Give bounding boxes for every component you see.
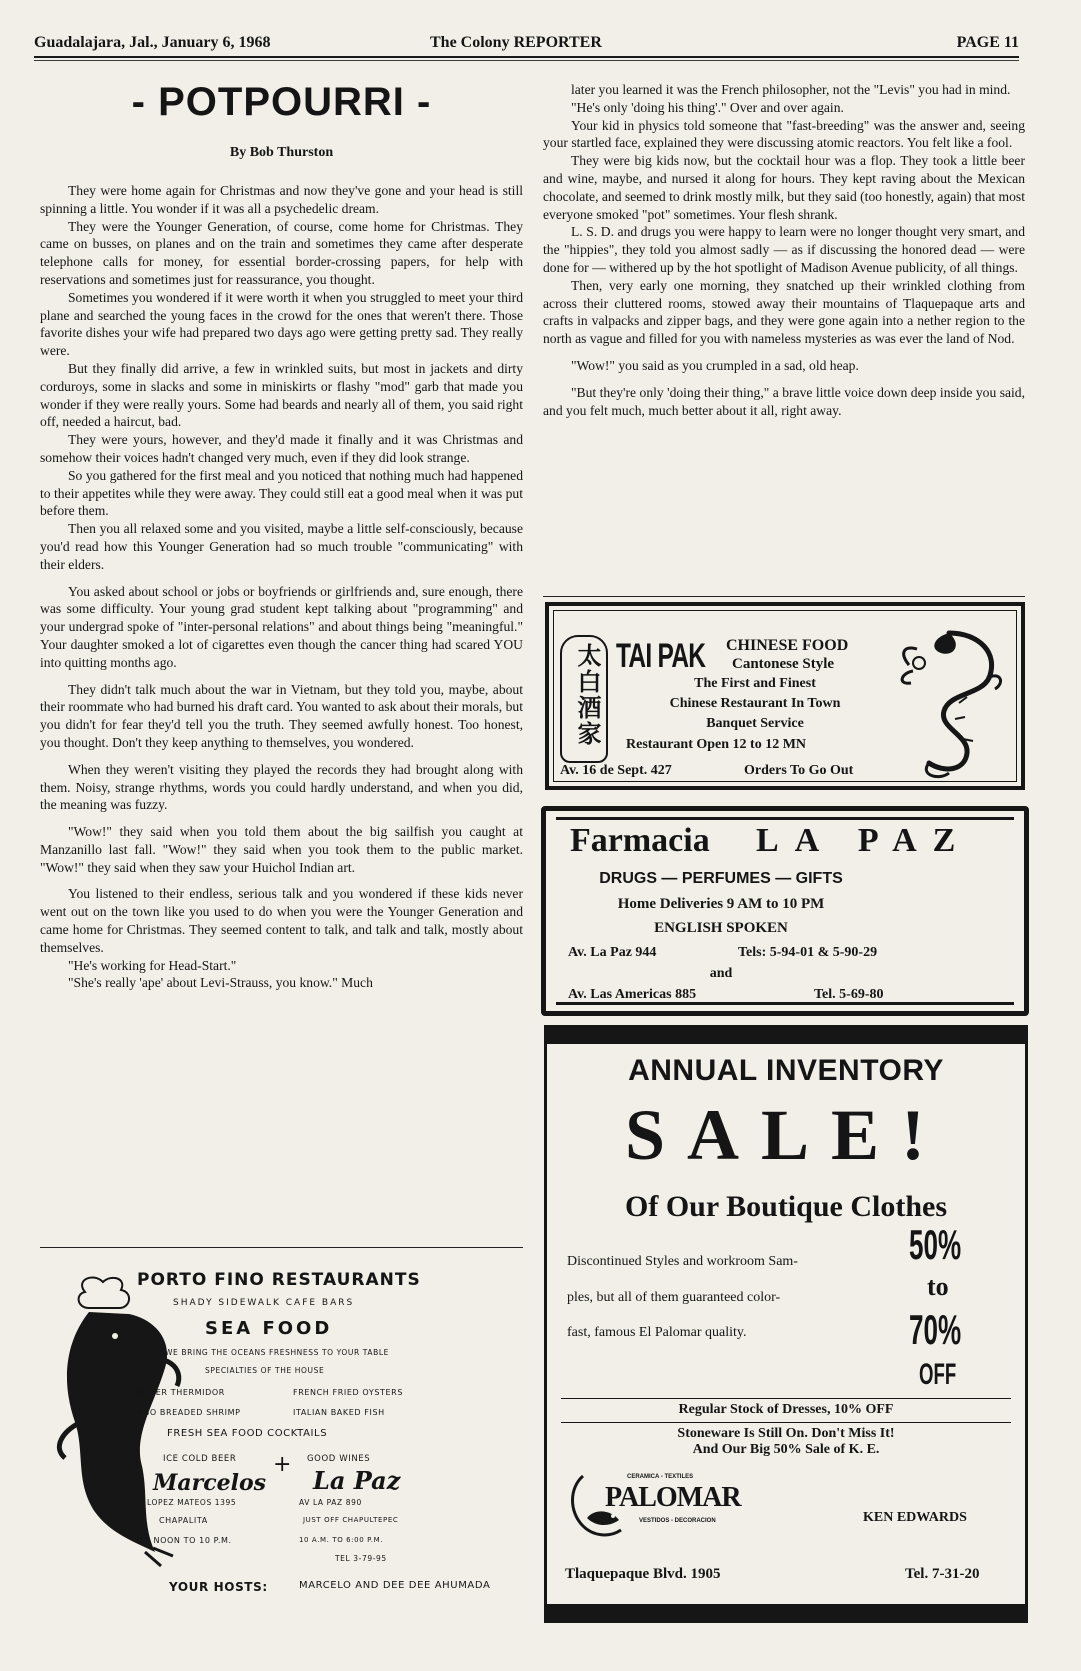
article-paragraph: L. S. D. and drugs you were happy to learn were no longer thought very smart, and the "hippies", they told you almost sadly — as if discussing the honored dead — were done for — withered up by the hot spotlight of Madison Avenue publicity, of all things.	[543, 224, 1025, 275]
sale-desc-3: fast, famous El Palomar quality.	[567, 1325, 747, 1340]
masthead-rule	[34, 56, 1019, 58]
article-paragraph: They didn't talk much about the war in Vietnam, but they told you, maybe, about their roommate who had burned his draft card. You wanted to ask about their morals, but you didn't for fear they'd tell you the truth. They seemed awfully honest. Too honest, you thought. Don't they keep anything to themselves, you wondered.	[40, 681, 523, 750]
tai-pak-line2: Chinese Restaurant In Town	[669, 696, 841, 711]
sale-word: SALE!	[624, 1095, 948, 1175]
article-paragraph: "But they're only 'doing their thing," a brave little voice down deep inside you said, and you felt much, much better about it all, right away.	[543, 384, 1025, 418]
porto-loc1-hours: 12 NOON TO 10 P.M.	[139, 1536, 232, 1545]
tai-pak-line1: The First and Finest	[694, 676, 816, 691]
article-paragraph: You asked about school or jobs or boyfriends or girlfriends and, sure enough, there was some difficulty. Your young grad student kept talking about "programming" and your undergrad spoke of "inter-personal relations" and about things being "meaningful." Your daughter smoked a lot of cigarettes even though the cancer thing had scared YOU into quitting months ago.	[40, 583, 523, 670]
porto-loc1-city: CHAPALITA	[159, 1516, 208, 1525]
porto-slogan-2: SPECIALTIES OF THE HOUSE	[205, 1366, 325, 1375]
article-paragraph: But they finally did arrive, a few in wrinkled suits, but most in jackets and dirty corduroys, some in slacks and some in miniskirts or flashy "mod" garb that made you wonder if they were really yours. Some had beards and nearly all of them, you said right off, needed a haircut, bad.	[40, 360, 523, 430]
article-paragraph: "Wow!" they said when you told them about the big sailfish you caught at Manzanillo last fall. "Wow!" they said when you took them to the public market. "Wow!" they said when they saw your Huichol Indian art.	[40, 824, 523, 875]
article-paragraph: You listened to their endless, serious talk and you wondered if these kids never went out on the town like you used to do when you were the Younger Generation and came home for Christmas. They seemed content to talk, and talk and talk, mostly about themselves.	[40, 886, 523, 955]
article-paragraph: "He's only 'doing his thing'." Over and over again.	[571, 99, 844, 115]
waiter-lobster-illustration	[45, 1272, 195, 1572]
palomar-logo	[565, 1468, 765, 1548]
porto-loc1-addr: LOPEZ MATEOS 1395	[147, 1498, 237, 1507]
article-paragraph: They were big kids now, but the cocktail hour was a flop. They took a little beer and wine, maybe, and nursed it along for hours. They kept raving about the Mexican chocolate, and seemed to drink mostly milk, but they said (too honestly, again) that most everyone smoked "pot" sometimes. Your flesh shrank.	[543, 153, 1025, 222]
farmacia-name-right: LA PAZ	[756, 822, 972, 859]
sale-stoneware-2: And Our Big 50% Sale of K. E.	[692, 1442, 880, 1457]
porto-item-3: JUMBO BREADED SHRIMP	[127, 1408, 241, 1417]
sale-divider-2	[561, 1422, 1011, 1423]
article-paragraph: Sometimes you wondered if it were worth it when you struggled to meet your third plane and searched the young faces in the crowd for the ones that weren't there. Those favorite dishes your wife had prepared two days ago were getting pretty sad. They really were.	[40, 289, 523, 359]
masthead-rule-thin	[34, 60, 1019, 61]
palomar-logo-word: PALOMAR	[605, 1482, 741, 1513]
porto-loc2-tel: TEL 3-79-95	[335, 1554, 387, 1563]
tai-pak-seal	[560, 635, 608, 763]
farmacia-english: ENGLISH SPOKEN	[654, 920, 788, 936]
palomar-logo-bottom: VESTIDOS - DECORACION	[639, 1518, 716, 1524]
tai-pak-ad	[545, 602, 1025, 790]
porto-loc2-city: JUST OFF CHAPULTEPEC	[303, 1516, 399, 1524]
masthead-page: PAGE 11	[956, 34, 1019, 51]
tai-pak-orders: Orders To Go Out	[744, 763, 854, 778]
article-right-column	[543, 81, 1025, 419]
article-paragraph: Then you all relaxed some and you visited, maybe a little self-consciously, because you'd read how this Younger Generation had so much trouble "communicating" with their elders.	[40, 521, 523, 572]
farmacia-and: and	[709, 966, 733, 981]
farmacia-tel2: Tel. 5-69-80	[814, 987, 884, 1002]
sale-regular-stock: Regular Stock of Dresses, 10% OFF	[678, 1402, 894, 1417]
dragon-illustration	[889, 623, 1009, 783]
farmacia-ad-frame	[556, 817, 1014, 1005]
article-title: - POTPOURRI -	[131, 80, 432, 124]
left-column-end-rule	[40, 1247, 523, 1248]
sale-headline: ANNUAL INVENTORY	[628, 1054, 944, 1087]
porto-seafood: SEA FOOD	[205, 1318, 333, 1339]
article-paragraph: When they weren't visiting they played the records they had brought along with them. Noisy, strange rhythms, words you could hardly understand, and when you did, the meaning was fuzzy.	[40, 761, 523, 813]
porto-fino-ad	[45, 1262, 530, 1632]
palomar-logo-top: CERAMICA - TEXTILES	[627, 1474, 694, 1480]
porto-item-2: FRENCH FRIED OYSTERS	[293, 1388, 404, 1397]
farmacia-addr2: Av. Las Americas 885	[568, 987, 697, 1002]
porto-slogan-1: WE BRING THE OCEANS FRESHNESS TO YOUR TABLE	[165, 1348, 389, 1357]
sale-stoneware-1: Stoneware Is Still On. Don't Miss It!	[677, 1426, 895, 1441]
article-paragraph: They were the Younger Generation, of course, come home for Christmas. They came on busses, on planes and on the train and sometimes they came after desperate telephone calls for money, for essential border-crossing papers, for help with reservations and sometimes just for reassurance, you thought.	[40, 218, 523, 287]
masthead-paper-name: The Colony REPORTER	[430, 34, 602, 51]
article-left-column	[40, 182, 523, 992]
sale-owner: KEN EDWARDS	[863, 1510, 967, 1525]
porto-item-7: GOOD WINES	[307, 1454, 371, 1464]
sale-ad-top-bar	[547, 1028, 1025, 1044]
masthead	[34, 30, 1019, 64]
tai-pak-name: TAI PAK	[616, 637, 706, 675]
sale-tel: Tel. 7-31-20	[905, 1566, 980, 1582]
sale-pct-from: 50%	[909, 1221, 962, 1268]
farmacia-addr1: Av. La Paz 944	[568, 945, 657, 960]
sale-to: to	[927, 1272, 949, 1301]
porto-loc2-addr: AV LA PAZ 890	[299, 1498, 362, 1507]
article-paragraph: They were yours, however, and they'd made it finally and it was Christmas and somehow their voices hadn't changed very much, even if they did look strange.	[40, 432, 523, 465]
porto-item-5: FRESH SEA FOOD COCKTAILS	[167, 1428, 328, 1439]
porto-loc2-name: La Paz	[313, 1466, 401, 1495]
article-paragraph: "He's working for Head-Start."	[68, 957, 237, 973]
farmacia-name-left: Farmacia	[570, 822, 710, 859]
article-paragraph: So you gathered for the first meal and you noticed that nothing much had happened to their appetites while they were away. They could still eat a good meal when it was put before them.	[40, 467, 523, 519]
farmacia-deliveries: Home Deliveries 9 AM to 10 PM	[617, 896, 825, 912]
article-paragraph: They were home again for Christmas and now they've gone and your head is still spinning a little. You wonder if it was all a psychedelic dream.	[40, 183, 523, 216]
sale-pct-to: 70%	[909, 1306, 962, 1353]
porto-loc2-hours: 10 A.M. TO 6:00 P.M.	[299, 1536, 384, 1544]
porto-loc1-name: Marcelos	[153, 1470, 267, 1496]
tai-pak-ad-frame	[553, 610, 1017, 782]
el-palomar-sale-ad	[544, 1025, 1028, 1623]
sale-divider-1	[561, 1398, 1011, 1399]
porto-plus-divider: +	[273, 1452, 293, 1477]
tai-pak-address: Av. 16 de Sept. 427	[560, 763, 672, 778]
masthead-date: Guadalajara, Jal., January 6, 1968	[34, 34, 271, 51]
porto-hosts: MARCELO AND DEE DEE AHUMADA	[299, 1580, 491, 1591]
tai-pak-cuisine: CHINESE FOOD	[726, 637, 849, 654]
article-end-rule	[543, 596, 1025, 597]
article-paragraph: Then, very early one morning, they snatched up their wrinkled clothing from across their cluttered rooms, stowed away their mountains of Tlaquepaque arts and crafts in valpacks and zipper bags, and they were gone again into a nether region to the north as vague and filled for you with nameless mysteries as was ever the land of Nod.	[543, 277, 1025, 347]
sale-off: OFF	[919, 1358, 957, 1391]
farmacia-goods: DRUGS — PERFUMES — GIFTS	[599, 870, 843, 887]
porto-hosts-label: YOUR HOSTS:	[169, 1580, 268, 1594]
sale-address: Tlaquepaque Blvd. 1905	[565, 1566, 721, 1582]
farmacia-tels1: Tels: 5-94-01 & 5-90-29	[738, 945, 878, 960]
porto-item-4: ITALIAN BAKED FISH	[293, 1408, 385, 1417]
porto-tag: SHADY SIDEWALK CAFE BARS	[173, 1298, 355, 1308]
tai-pak-style: Cantonese Style	[732, 656, 835, 672]
article-paragraph: later you learned it was the French philosopher, not the "Levis" you had in mind.	[571, 82, 1011, 97]
porto-item-6: ICE COLD BEER	[163, 1454, 237, 1464]
sale-desc-1: Discontinued Styles and workroom Sam-	[567, 1254, 798, 1269]
porto-item-1: LOBSTER THERMIDOR	[127, 1388, 225, 1397]
sale-subheadline: Of Our Boutique Clothes	[625, 1190, 947, 1223]
farmacia-la-paz-ad	[541, 806, 1029, 1016]
article-paragraph: "Wow!" you said as you crumpled in a sad, old heap.	[571, 357, 859, 373]
article-paragraph: "She's really 'ape' about Levi-Strauss, you know." Much	[68, 975, 373, 991]
porto-name: PORTO FINO RESTAURANTS	[137, 1270, 421, 1290]
sale-ad-bottom-bar	[547, 1604, 1025, 1620]
tai-pak-seal-chars: 太白酒家	[573, 643, 601, 747]
tai-pak-line3: Banquet Service	[706, 716, 804, 731]
article-byline: By Bob Thurston	[229, 145, 334, 160]
article-paragraph: Your kid in physics told someone that "fast-breeding" was the answer and, seeing your startled face, explained they were discussing atomic reactors. You felt like a fool.	[543, 117, 1025, 151]
sale-desc-2: ples, but all of them guaranteed color-	[567, 1290, 781, 1305]
tai-pak-hours: Restaurant Open 12 to 12 MN	[626, 737, 807, 752]
